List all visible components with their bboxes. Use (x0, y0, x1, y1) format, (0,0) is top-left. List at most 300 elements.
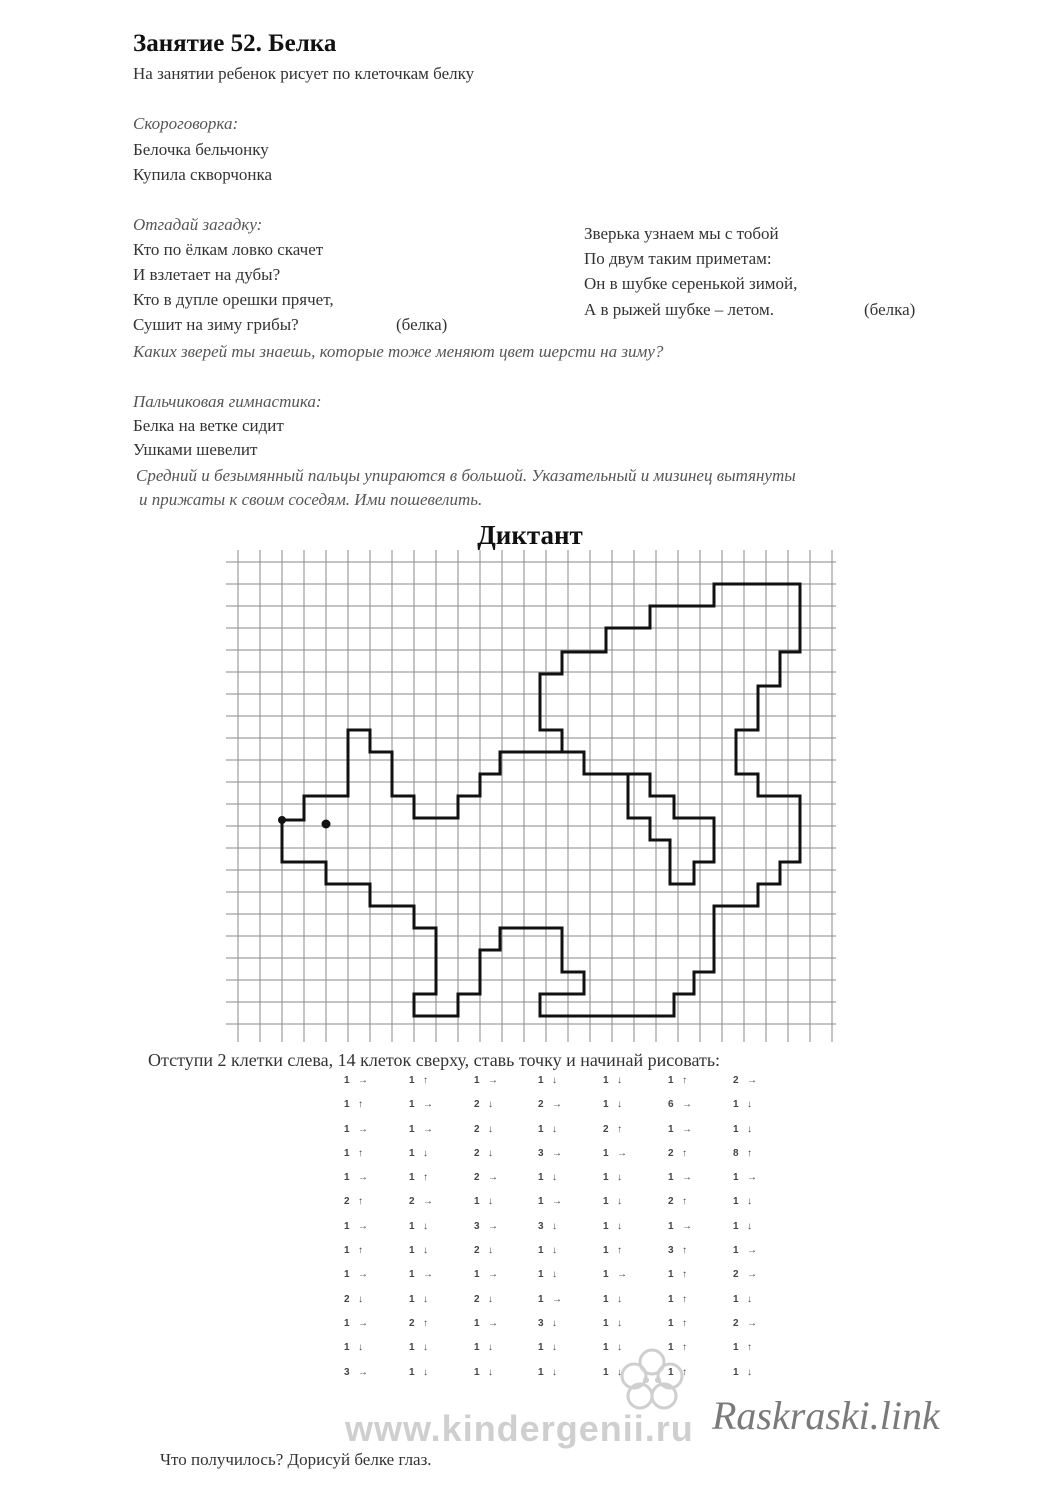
step-arrow: → (423, 1196, 433, 1208)
dictation-step (409, 1342, 459, 1366)
step-count: 1 (603, 1269, 609, 1281)
step-arrow: ↑ (682, 1366, 687, 1378)
dictation-step (733, 1367, 783, 1391)
step-count: 3 (538, 1317, 544, 1329)
dictation-step (668, 1172, 718, 1196)
step-arrow: ↓ (423, 1293, 428, 1305)
step-arrow: → (747, 1245, 757, 1257)
step-arrow: ↓ (358, 1293, 363, 1305)
step-count: 1 (603, 1075, 609, 1086)
dictation-step (538, 1099, 588, 1123)
dictation-step (538, 1342, 588, 1366)
dictation-step (538, 1075, 588, 1099)
step-count: 1 (344, 1123, 350, 1135)
dictation-step (344, 1196, 394, 1220)
step-count: 1 (733, 1220, 739, 1232)
dictation-step (603, 1196, 653, 1220)
step-arrow: → (358, 1317, 368, 1329)
step-count: 2 (733, 1075, 739, 1086)
step-count: 1 (409, 1245, 415, 1257)
dictation-step (603, 1124, 653, 1148)
dictation-step (733, 1075, 783, 1099)
dictation-step (733, 1148, 783, 1172)
step-arrow: → (358, 1269, 368, 1281)
step-count: 1 (538, 1196, 544, 1208)
step-arrow: → (423, 1099, 433, 1111)
dictation-step (344, 1367, 394, 1391)
step-count: 8 (733, 1147, 739, 1159)
step-arrow: → (617, 1269, 627, 1281)
step-count: 1 (668, 1075, 674, 1086)
step-count: 1 (538, 1075, 544, 1086)
dictation-step (409, 1269, 459, 1293)
step-count: 1 (603, 1342, 609, 1354)
step-arrow: ↓ (747, 1123, 752, 1135)
step-arrow: ↑ (423, 1317, 428, 1329)
dictation-step (603, 1172, 653, 1196)
step-arrow: → (552, 1147, 562, 1159)
step-count: 1 (733, 1196, 739, 1208)
step-arrow: → (423, 1123, 433, 1135)
step-count: 1 (474, 1269, 480, 1281)
step-count: 1 (474, 1317, 480, 1329)
step-count: 1 (668, 1342, 674, 1354)
step-count: 1 (733, 1366, 739, 1378)
step-arrow: ↓ (423, 1220, 428, 1232)
step-count: 1 (409, 1366, 415, 1378)
step-count: 1 (474, 1342, 480, 1354)
step-count: 2 (603, 1123, 609, 1135)
dictation-step (668, 1294, 718, 1318)
dictation-column (344, 1075, 394, 1391)
step-arrow: ↓ (552, 1269, 557, 1281)
dictation-title: Диктант (477, 520, 583, 550)
step-arrow: ↑ (682, 1317, 687, 1329)
dictation-step (474, 1075, 524, 1099)
step-arrow: ↓ (617, 1220, 622, 1232)
riddle-left-line: И взлетает на дубы? (133, 265, 281, 284)
dictation-step (538, 1196, 588, 1220)
step-count: 1 (538, 1245, 544, 1257)
riddle-right-line: А в рыжей шубке – летом. (584, 300, 774, 319)
riddle-left-line: Кто в дупле орешки прячет, (133, 290, 334, 309)
step-count: 1 (538, 1123, 544, 1135)
step-arrow: ↓ (423, 1245, 428, 1257)
dictation-step (668, 1075, 718, 1099)
step-arrow: ↓ (552, 1172, 557, 1184)
riddle-heading: Отгадай загадку: (133, 215, 263, 234)
step-arrow: → (682, 1172, 692, 1184)
step-count: 3 (538, 1147, 544, 1159)
step-arrow: ↓ (488, 1147, 493, 1159)
step-count: 1 (733, 1123, 739, 1135)
step-arrow: → (682, 1220, 692, 1232)
dictation-step (538, 1294, 588, 1318)
step-count: 1 (474, 1196, 480, 1208)
dictation-column (474, 1075, 524, 1391)
step-arrow: ↓ (423, 1342, 428, 1354)
dictation-step (538, 1148, 588, 1172)
step-count: 1 (603, 1366, 609, 1378)
step-arrow: ↓ (617, 1075, 622, 1086)
step-arrow: → (617, 1147, 627, 1159)
step-arrow: ↓ (488, 1123, 493, 1135)
step-arrow: ↓ (552, 1075, 557, 1086)
step-arrow: ↑ (358, 1147, 363, 1159)
step-arrow: ↓ (552, 1317, 557, 1329)
step-count: 3 (344, 1366, 350, 1378)
step-count: 1 (668, 1220, 674, 1232)
dictation-step (603, 1221, 653, 1245)
dictation-step (474, 1124, 524, 1148)
dictation-step (474, 1196, 524, 1220)
step-count: 1 (603, 1220, 609, 1232)
step-arrow: → (358, 1220, 368, 1232)
step-arrow: → (552, 1293, 562, 1305)
step-count: 2 (409, 1317, 415, 1329)
step-count: 1 (344, 1147, 350, 1159)
step-arrow: ↓ (617, 1172, 622, 1184)
step-count: 1 (474, 1075, 480, 1086)
dictation-step (474, 1269, 524, 1293)
step-arrow: ↓ (747, 1196, 752, 1208)
step-count: 1 (409, 1220, 415, 1232)
dictation-step (344, 1172, 394, 1196)
dictation-step (733, 1245, 783, 1269)
step-arrow: ↓ (747, 1293, 752, 1305)
dictation-step (668, 1318, 718, 1342)
step-arrow: ↑ (682, 1147, 687, 1159)
dictation-step (733, 1342, 783, 1366)
step-count: 2 (474, 1172, 480, 1184)
dictation-step (474, 1294, 524, 1318)
step-count: 1 (733, 1342, 739, 1354)
tongue-twister-line: Белочка бельчонку (133, 140, 269, 159)
step-arrow: ↓ (488, 1366, 493, 1378)
step-arrow: ↑ (682, 1342, 687, 1354)
dictation-step (733, 1221, 783, 1245)
dictation-step (409, 1196, 459, 1220)
step-arrow: ↑ (747, 1147, 752, 1159)
dictation-step (668, 1099, 718, 1123)
step-arrow: → (358, 1075, 368, 1086)
riddle-right-line: По двум таким приметам: (584, 249, 772, 268)
dictation-step (538, 1172, 588, 1196)
dictation-step (344, 1148, 394, 1172)
step-count: 1 (733, 1172, 739, 1184)
dictation-step (409, 1318, 459, 1342)
step-arrow: ↓ (358, 1342, 363, 1354)
step-count: 2 (668, 1196, 674, 1208)
riddle-right-line: Зверька узнаем мы с тобой (584, 224, 779, 243)
step-count: 1 (409, 1147, 415, 1159)
step-count: 1 (668, 1366, 674, 1378)
step-count: 1 (409, 1342, 415, 1354)
step-count: 2 (474, 1099, 480, 1111)
dictation-step (603, 1099, 653, 1123)
step-arrow: → (747, 1317, 757, 1329)
dictation-step (409, 1245, 459, 1269)
step-count: 1 (474, 1366, 480, 1378)
step-count: 2 (474, 1293, 480, 1305)
step-arrow: ↓ (552, 1245, 557, 1257)
step-count: 1 (668, 1293, 674, 1305)
step-arrow: ↓ (747, 1366, 752, 1378)
dictation-step (474, 1148, 524, 1172)
step-count: 1 (538, 1342, 544, 1354)
step-count: 2 (409, 1196, 415, 1208)
step-arrow: → (747, 1172, 757, 1184)
dictation-column (538, 1075, 588, 1391)
step-arrow: → (488, 1317, 498, 1329)
dictation-step (668, 1221, 718, 1245)
squirrel-grid-drawing (220, 548, 840, 1046)
dictation-step (733, 1269, 783, 1293)
step-arrow: ↓ (488, 1196, 493, 1208)
step-count: 1 (344, 1317, 350, 1329)
dictation-step (668, 1148, 718, 1172)
step-count: 2 (474, 1147, 480, 1159)
step-count: 1 (344, 1269, 350, 1281)
step-arrow: ↓ (617, 1342, 622, 1354)
step-arrow: ↓ (747, 1220, 752, 1232)
finger-gym-instruction: Средний и безымянный пальцы упираются в большой. Указательный и мизинец вытянуты (136, 466, 796, 485)
step-arrow: ↑ (682, 1293, 687, 1305)
dictation-step (474, 1245, 524, 1269)
step-count: 1 (668, 1172, 674, 1184)
step-arrow: → (552, 1196, 562, 1208)
dictation-step (409, 1075, 459, 1099)
site-watermark: www.kindergenii.ru (345, 1408, 694, 1449)
step-arrow: ↑ (358, 1245, 363, 1257)
dictation-step (409, 1294, 459, 1318)
dictation-step (733, 1196, 783, 1220)
dictation-step (538, 1318, 588, 1342)
dictation-step (668, 1245, 718, 1269)
step-arrow: → (682, 1099, 692, 1111)
step-count: 6 (668, 1099, 674, 1111)
squirrel-eye (322, 820, 331, 829)
dictation-step (409, 1367, 459, 1391)
dictation-step (538, 1245, 588, 1269)
dictation-step (344, 1294, 394, 1318)
dictation-step (603, 1148, 653, 1172)
dictation-step (344, 1075, 394, 1099)
lesson-subtitle: На занятии ребенок рисует по клеточкам белку (133, 64, 475, 83)
dictation-step (603, 1318, 653, 1342)
riddle-question: Каких зверей ты знаешь, которые тоже меняют цвет шерсти на зиму? (133, 342, 664, 361)
step-arrow: → (358, 1123, 368, 1135)
step-arrow: → (488, 1220, 498, 1232)
step-arrow: ↓ (423, 1147, 428, 1159)
dictation-step (603, 1294, 653, 1318)
step-count: 2 (668, 1147, 674, 1159)
dictation-step (344, 1245, 394, 1269)
step-arrow: ↓ (617, 1196, 622, 1208)
dictation-step (733, 1099, 783, 1123)
step-count: 1 (409, 1099, 415, 1111)
dictation-step (474, 1367, 524, 1391)
step-arrow: → (358, 1172, 368, 1184)
step-arrow: ↓ (488, 1099, 493, 1111)
step-count: 2 (344, 1196, 350, 1208)
step-arrow: → (682, 1123, 692, 1135)
step-arrow: ↑ (682, 1269, 687, 1281)
dictation-step (409, 1124, 459, 1148)
step-arrow: → (488, 1269, 498, 1281)
start-point (278, 816, 286, 824)
step-arrow: ↓ (747, 1099, 752, 1111)
dictation-step (538, 1367, 588, 1391)
step-count: 1 (538, 1269, 544, 1281)
dictation-step (474, 1221, 524, 1245)
step-count: 1 (344, 1220, 350, 1232)
dictation-step (733, 1294, 783, 1318)
dictation-step (344, 1269, 394, 1293)
step-arrow: ↓ (552, 1123, 557, 1135)
step-count: 2 (538, 1099, 544, 1111)
step-arrow: ↓ (617, 1366, 622, 1378)
dictation-instruction: Отступи 2 клетки слева, 14 клеток сверху, ставь точку и начинай рисовать: (148, 1050, 721, 1070)
dictation-step (538, 1124, 588, 1148)
step-arrow: ↓ (617, 1317, 622, 1329)
brand-watermark: Raskraski.link (712, 1393, 940, 1438)
step-count: 1 (344, 1245, 350, 1257)
step-count: 1 (603, 1147, 609, 1159)
step-arrow: → (423, 1269, 433, 1281)
step-arrow: → (488, 1075, 498, 1086)
tongue-twister-heading: Скороговорка: (133, 114, 239, 133)
step-count: 1 (344, 1172, 350, 1184)
dictation-step (733, 1172, 783, 1196)
dictation-step (409, 1148, 459, 1172)
step-count: 1 (603, 1245, 609, 1257)
finger-gym-line: Белка на ветке сидит (133, 416, 284, 435)
step-count: 1 (409, 1172, 415, 1184)
dictation-step (474, 1342, 524, 1366)
step-arrow: ↑ (423, 1075, 428, 1086)
tongue-twister-line: Купила скворчонка (133, 165, 273, 184)
dictation-question: Что получилось? Дорисуй белке глаз. (160, 1450, 432, 1469)
finger-gym-heading: Пальчиковая гимнастика: (133, 392, 322, 411)
dictation-column (733, 1075, 783, 1391)
dictation-step (344, 1124, 394, 1148)
step-arrow: ↑ (682, 1245, 687, 1257)
dictation-step (474, 1172, 524, 1196)
dictation-column (409, 1075, 459, 1391)
step-count: 1 (733, 1099, 739, 1111)
step-arrow: → (747, 1269, 757, 1281)
step-count: 1 (344, 1342, 350, 1354)
step-arrow: → (552, 1099, 562, 1111)
step-count: 3 (668, 1245, 674, 1257)
step-count: 1 (733, 1293, 739, 1305)
dictation-step (538, 1221, 588, 1245)
step-count: 1 (668, 1317, 674, 1329)
step-count: 2 (474, 1123, 480, 1135)
dictation-step (668, 1196, 718, 1220)
step-count: 2 (733, 1317, 739, 1329)
step-count: 1 (344, 1099, 350, 1111)
step-arrow: ↓ (552, 1366, 557, 1378)
step-arrow: → (747, 1075, 757, 1086)
step-count: 1 (409, 1269, 415, 1281)
step-arrow: ↑ (682, 1196, 687, 1208)
step-count: 2 (344, 1293, 350, 1305)
riddle-right-line: Он в шубке серенькой зимой, (584, 274, 798, 293)
dictation-step (603, 1245, 653, 1269)
step-arrow: ↓ (423, 1366, 428, 1378)
step-count: 1 (409, 1293, 415, 1305)
step-arrow: ↓ (552, 1342, 557, 1354)
dictation-step (474, 1099, 524, 1123)
step-arrow: → (488, 1172, 498, 1184)
dictation-step (344, 1221, 394, 1245)
step-count: 1 (668, 1269, 674, 1281)
riddle-left-line: Сушит на зиму грибы? (133, 315, 299, 334)
step-count: 1 (409, 1075, 415, 1086)
dictation-step (603, 1269, 653, 1293)
step-arrow: ↑ (617, 1123, 622, 1135)
dictation-step (344, 1342, 394, 1366)
squirrel-back-line (282, 730, 584, 820)
step-count: 1 (733, 1245, 739, 1257)
dictation-step (344, 1099, 394, 1123)
lesson-title: Занятие 52. Белка (133, 30, 337, 57)
dictation-step (409, 1221, 459, 1245)
step-count: 1 (538, 1172, 544, 1184)
step-count: 1 (603, 1099, 609, 1111)
step-arrow: ↓ (488, 1342, 493, 1354)
dictation-step (668, 1124, 718, 1148)
step-arrow: ↑ (617, 1245, 622, 1257)
riddle-left-line: Кто по ёлкам ловко скачет (133, 240, 324, 259)
step-arrow: ↓ (488, 1245, 493, 1257)
dictation-step (409, 1099, 459, 1123)
step-count: 1 (603, 1196, 609, 1208)
dictation-step (733, 1124, 783, 1148)
dictation-step (603, 1075, 653, 1099)
dictation-step (344, 1318, 394, 1342)
step-arrow: ↑ (358, 1196, 363, 1208)
step-count: 1 (603, 1317, 609, 1329)
dictation-step (538, 1269, 588, 1293)
step-arrow: ↑ (358, 1099, 363, 1111)
step-count: 3 (538, 1220, 544, 1232)
riddle-left-answer: (белка) (396, 315, 448, 334)
step-arrow: ↑ (747, 1342, 752, 1354)
step-count: 3 (474, 1220, 480, 1232)
step-arrow: ↓ (617, 1293, 622, 1305)
finger-gym-instruction: и прижаты к своим соседям. Ими пошевелить. (139, 490, 483, 509)
step-arrow: ↑ (423, 1172, 428, 1184)
step-arrow: ↓ (617, 1099, 622, 1111)
step-count: 2 (733, 1269, 739, 1281)
step-count: 1 (668, 1123, 674, 1135)
step-count: 1 (409, 1123, 415, 1135)
step-count: 1 (538, 1293, 544, 1305)
step-count: 2 (474, 1245, 480, 1257)
dictation-step (409, 1172, 459, 1196)
step-count: 1 (538, 1366, 544, 1378)
step-arrow: ↓ (552, 1220, 557, 1232)
dictation-step (474, 1318, 524, 1342)
step-arrow: ↑ (682, 1075, 687, 1086)
dictation-step (668, 1269, 718, 1293)
finger-gym-line: Ушками шевелит (133, 440, 258, 459)
step-count: 1 (603, 1293, 609, 1305)
riddle-right-answer: (белка) (864, 300, 916, 319)
